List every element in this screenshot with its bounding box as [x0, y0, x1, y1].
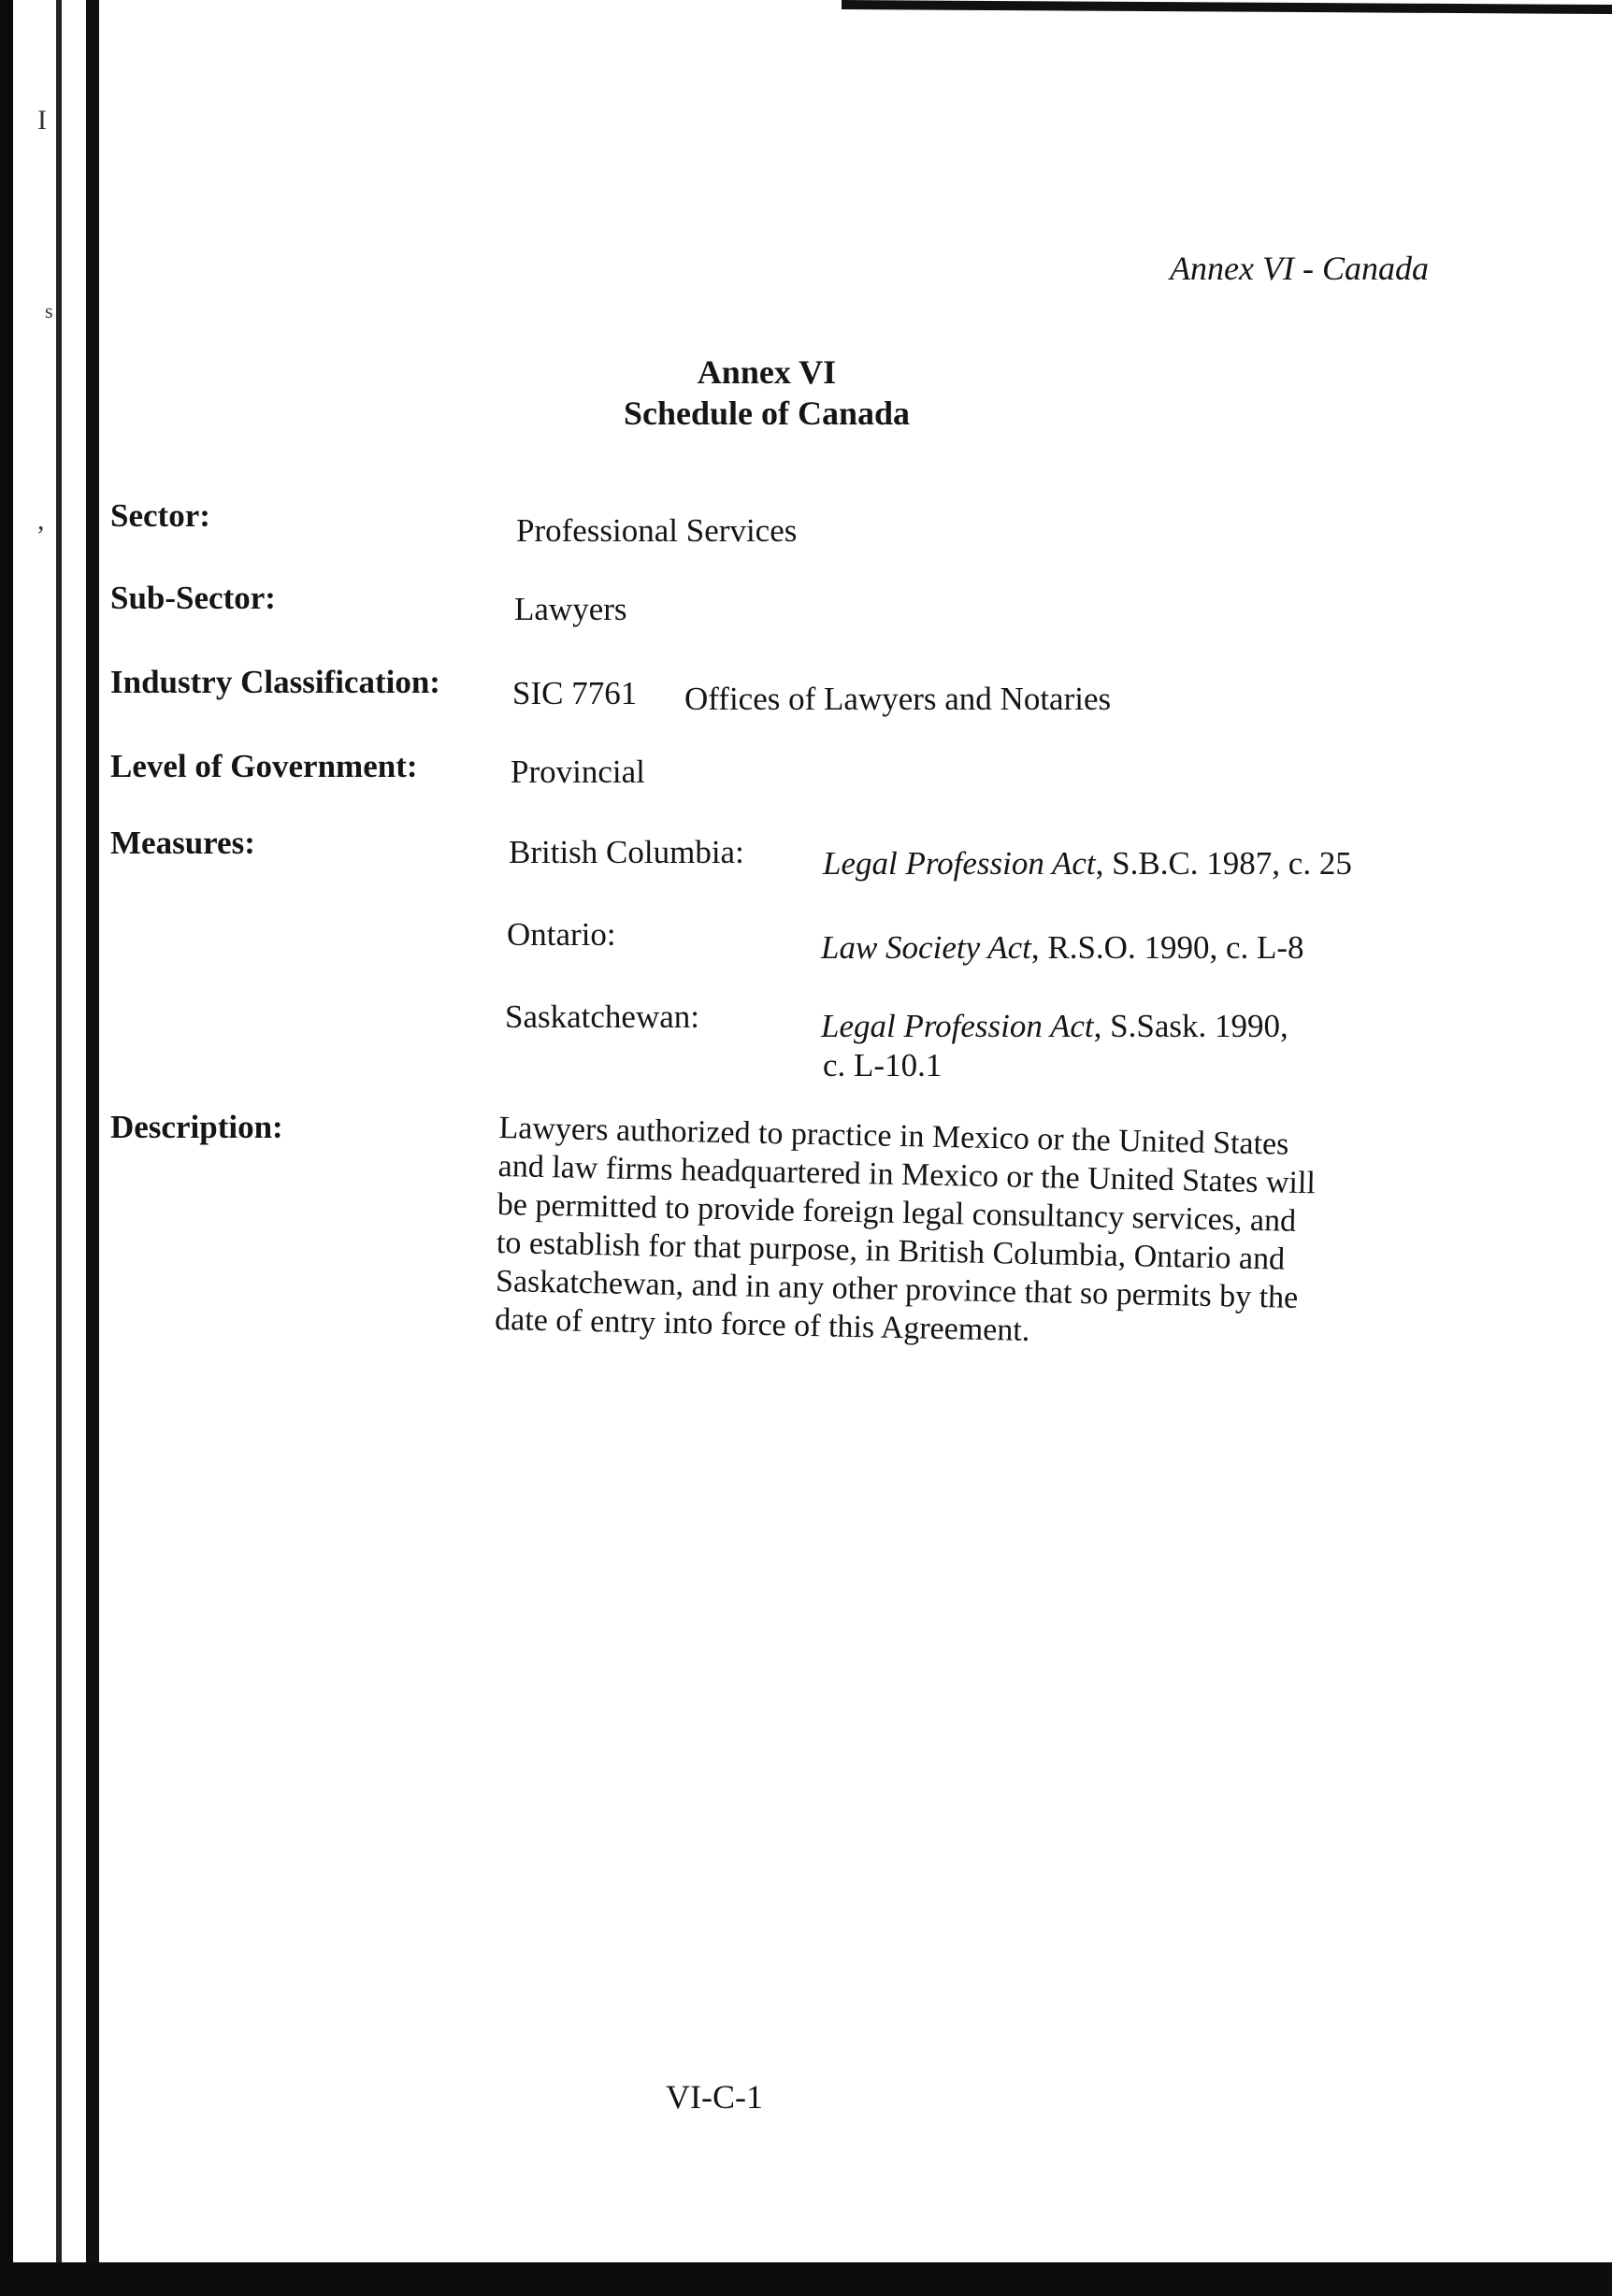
- sub-sector-label: Sub-Sector:: [110, 580, 276, 616]
- margin-mark: I: [37, 105, 47, 136]
- description-line: and law firms headquartered in Mexico or the United States will: [497, 1148, 1317, 1201]
- description-text: [495, 1109, 1444, 1358]
- measure-citation-text: , S.Sask. 1990,: [1093, 1008, 1288, 1044]
- measure-citation: [821, 929, 1304, 967]
- scan-top-edge: [842, 0, 1612, 14]
- scan-bottom-edge: [0, 2262, 1612, 2296]
- measure-province: British Columbia:: [509, 834, 744, 870]
- industry-code: SIC 7761: [512, 675, 638, 711]
- page-number: VI-C-1: [666, 2078, 763, 2116]
- description-label: Description:: [110, 1109, 283, 1145]
- document-title: [524, 352, 1010, 434]
- margin-mark: ,: [37, 505, 45, 536]
- measure-province: Saskatchewan:: [505, 998, 699, 1035]
- measure-act: Law Society Act: [821, 929, 1031, 966]
- title-line-1: Annex VI: [697, 353, 837, 391]
- industry-classification-value: Offices of Lawyers and Notaries: [684, 681, 1112, 717]
- margin-mark: s: [45, 299, 53, 323]
- scan-binding-line: [56, 0, 62, 2296]
- measure-citation: [821, 1008, 1288, 1045]
- level-of-government-label: Level of Government:: [110, 748, 418, 784]
- measures-label: Measures:: [110, 825, 255, 861]
- scan-left-edge: [0, 0, 13, 2296]
- description-line: Lawyers authorized to practice in Mexico or the United States: [498, 1110, 1289, 1162]
- industry-classification-label: Industry Classification:: [110, 664, 440, 700]
- measure-citation-text: , S.B.C. 1987, c. 25: [1095, 845, 1352, 882]
- description-line: be permitted to provide foreign legal consultancy services, and: [497, 1186, 1297, 1239]
- measure-act: Legal Profession Act: [821, 1008, 1094, 1044]
- measure-citation-continued: c. L-10.1: [823, 1047, 943, 1083]
- description-line: to establish for that purpose, in British Columbia, Ontario and: [496, 1225, 1286, 1277]
- measure-citation: [823, 845, 1352, 883]
- sub-sector-value: Lawyers: [514, 591, 627, 627]
- measure-citation-text: , R.S.O. 1990, c. L-8: [1030, 929, 1304, 966]
- sector-value: Professional Services: [516, 512, 798, 549]
- title-line-2: Schedule of Canada: [623, 395, 911, 432]
- scan-binding-line-thick: [86, 0, 99, 2296]
- sector-label: Sector:: [110, 497, 210, 534]
- level-of-government-value: Provincial: [511, 753, 645, 790]
- measure-province: Ontario:: [507, 916, 616, 953]
- running-head: Annex VI - Canada: [1170, 250, 1429, 287]
- measure-act: Legal Profession Act: [823, 845, 1096, 882]
- description-line: Saskatchewan, and in any other province that so permits by the: [495, 1263, 1299, 1315]
- description-line: date of entry into force of this Agreement.: [494, 1301, 1030, 1348]
